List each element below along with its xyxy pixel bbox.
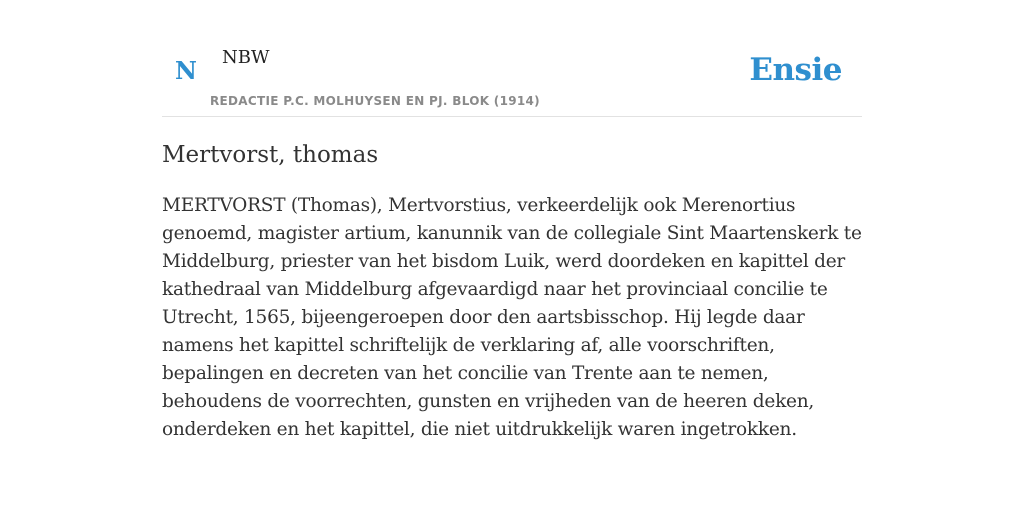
ensie-logo[interactable]: Ensie	[749, 52, 842, 88]
source-badge[interactable]: N	[175, 56, 197, 85]
article-body: MERTVORST (Thomas), Mertvorstius, verkeerdelijk ook Merenortius genoemd, magister artium, kanunnik van de collegiale Sint Maartenskerk te Middelburg, priester van het bisdom Luik, werd doordeken en kapittel der kathedraal van Middelburg afgevaardigd naar het provinciaal concilie te Utrecht, 1565, bijeengeroepen door den aartsbisschop. Hij legde daar namens het kapittel schriftelijk de verklaring af, alle voorschriften, bepalingen en decreten van het concilie van Trente aan te nemen, behoudens de voorrechten, gunsten en vrijheden van de heeren deken, onderdeken en het kapittel, die niet uitdrukkelijk waren ingetrokken.	[162, 195, 862, 440]
article-title: Mertvorst, thomas	[162, 142, 379, 168]
source-name[interactable]: NBW	[222, 47, 270, 68]
header	[162, 0, 862, 117]
source-editors: REDACTIE P.C. MOLHUYSEN EN PJ. BLOK (1914)	[210, 94, 540, 108]
